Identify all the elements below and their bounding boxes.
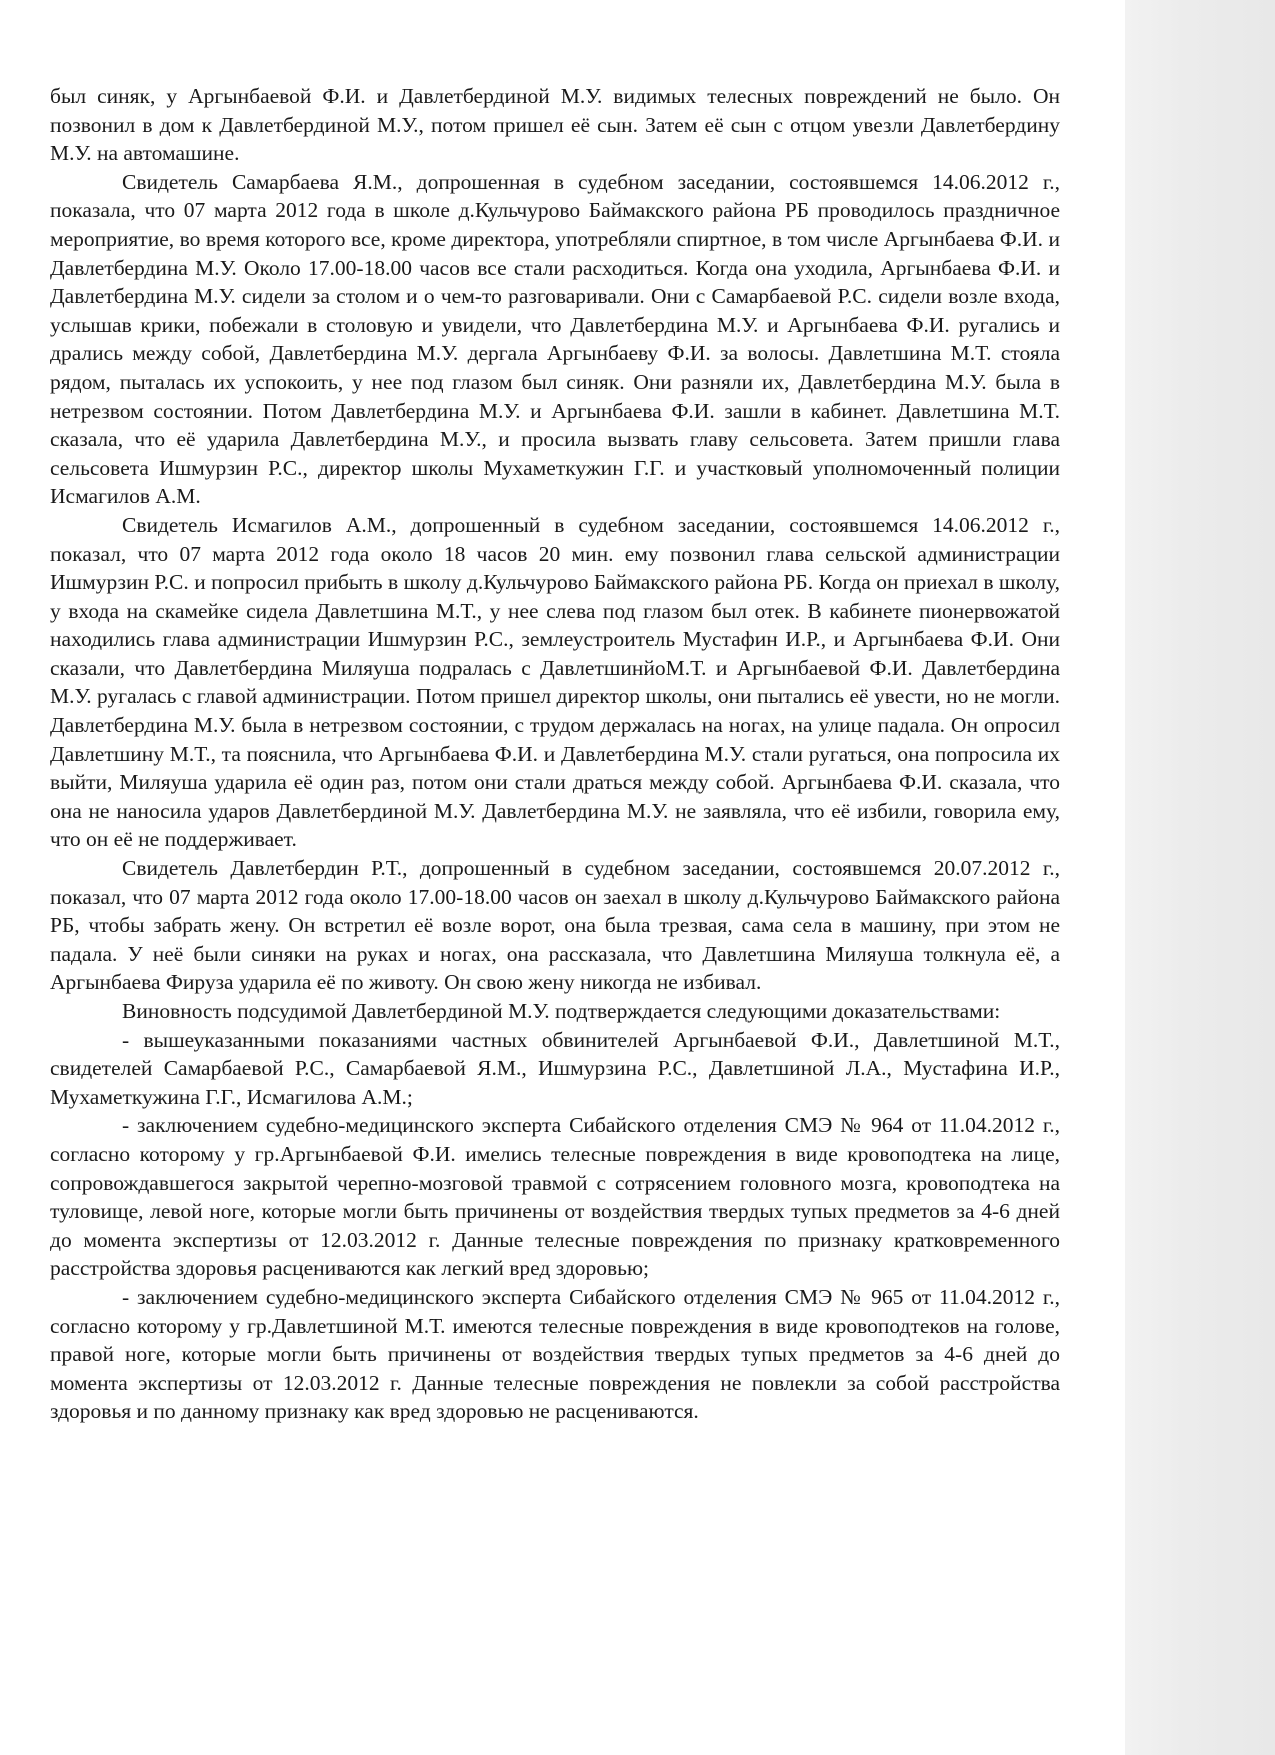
paragraph-continuation: был синяк, у Аргынбаевой Ф.И. и Давлетбердиной М.У. видимых телесных повреждений не было. Он позвонил в дом к Давлетбердиной М.У., потом пришел её сын. Затем её сын с отцом увезли Давлетбердину М.У. на автомашине.	[50, 84, 1060, 166]
paragraph-guilt-intro: Виновность подсудимой Давлетбердиной М.У. подтверждается следующими доказательствами:	[122, 999, 1001, 1023]
evidence-item-testimonies: - вышеуказанными показаниями частных обвинителей Аргынбаевой Ф.И., Давлетшиной М.Т., свидетелей Самарбаевой Р.С., Самарбаевой Я.М., Ишмурзина Р.С., Давлетшиной Л.А., Мустафина И.Р., Мухаметкужина Г.Г., Исмагилова А.М.;	[50, 1027, 1060, 1109]
evidence-item-expert-965: - заключением судебно-медицинского эксперта Сибайского отделения СМЭ № 965 от 11.04.2012 г., согласно которому у гр.Давлетшиной М.Т. имеются телесные повреждения в виде кровоподтеков на голове, правой ноге, которые могли быть причинены от воздействия твердых тупых предметов за 4-6 дней до момента экспертизы от 12.03.2012 г. Данные телесные повреждения не повлекли за собой расстройства здоровья и по данному признаку как вред здоровью не расцениваются.	[50, 1284, 1060, 1424]
scan-edge-shadow	[1125, 0, 1275, 1755]
paragraph-witness-samarbaeva: Свидетель Самарбаева Я.М., допрошенная в судебном заседании, состоявшемся 14.06.2012 г., показала, что 07 марта 2012 года в школе д.Кульчурово Баймакского района РБ проводилось праздничное мероприятие, во время которого все, кроме директора, употребляли спиртное, в том числе Аргынбаева Ф.И. и Давлетбердина М.У. Около 17.00-18.00 часов все стали расходиться. Когда она уходила, Аргынбаева Ф.И. и Давлетбердина М.У. сидели за столом и о чем-то разговаривали. Они с Самарбаевой Р.С. сидели возле входа, услышав крики, побежали в столовую и увидели, что Давлетбердина М.У. и Аргынбаева Ф.И. ругались и дрались между собой, Давлетбердина М.У. дергала Аргынбаеву Ф.И. за волосы. Давлетшина М.Т. стояла рядом, пыталась их успокоить, у нее под глазом был синяк. Они разняли их, Давлетбердина М.У. была в нетрезвом состоянии. Потом Давлетбердина М.У. и Аргынбаева Ф.И. зашли в кабинет. Давлетшина М.Т. сказала, что её ударила Давлетбердина М.У., и просила вызвать главу сельсовета. Затем пришли глава сельсовета Ишмурзин Р.С., директор школы Мухаметкужин Г.Г. и участковый уполномоченный полиции Исмагилов А.М.	[50, 169, 1060, 509]
paragraph-witness-davletberdin: Свидетель Давлетбердин Р.Т., допрошенный в судебном заседании, состоявшемся 20.07.2012 г., показал, что 07 марта 2012 года около 17.00-18.00 часов он заехал в школу д.Кульчурово Баймакского района РБ, чтобы забрать жену. Он встретил её возле ворот, она была трезвая, сама села в машину, при этом не падала. У неё были синяки на руках и ногах, она рассказала, что Давлетшина Миляуша толкнула её, а Аргынбаева Фируза ударила её по животу. Он свою жену никогда не избивал.	[50, 856, 1060, 995]
paragraph-witness-ismagilov: Свидетель Исмагилов А.М., допрошенный в судебном заседании, состоявшемся 14.06.2012 г., показал, что 07 марта 2012 года около 18 часов 20 мин. ему позвонил глава сельской администрации Ишмурзин Р.С. и попросил прибыть в школу д.Кульчурово Баймакского района РБ. Когда он приехал в школу, у входа на скамейке сидела Давлетшина М.Т., у нее слева под глазом был отек. В кабинете пионервожатой находились глава администрации Ишмурзин Р.С., землеустроитель Мустафин И.Р., и Аргынбаева Ф.И. Они сказали, что Давлетбердина Миляуша подралась с ДавлетшинйоМ.Т. и Аргынбаевой Ф.И. Давлетбердина М.У. ругалась с главой администрации. Потом пришел директор школы, они пытались её увести, но не могли. Давлетбердина М.У. была в нетрезвом состоянии, с трудом держалась на ногах, на улице падала. Он опросил Давлетшину М.Т., та пояснила, что Аргынбаева Ф.И. и Давлетбердина М.У. стали ругаться, она попросила их выйти, Миляуша ударила её один раз, потом они стали драться между собой. Аргынбаева Ф.И. сказала, что она не наносила ударов Давлетбердиной М.У. Давлетбердина М.У. не заявляла, что её избили, говорила ему, что он её не поддерживает.	[50, 512, 1060, 852]
document-body	[50, 82, 1060, 1426]
evidence-item-expert-964: - заключением судебно-медицинского эксперта Сибайского отделения СМЭ № 964 от 11.04.2012 г., согласно которому у гр.Аргынбаевой Ф.И. имелись телесные повреждения в виде кровоподтека на лице, сопровождавшегося закрытой черепно-мозговой травмой с сотрясением головного мозга, кровоподтека на туловище, левой ноге, которые могли быть причинены от воздействия твердых тупых предметов за 4-6 дней до момента экспертизы от 12.03.2012 г. Данные телесные повреждения по признаку кратковременного расстройства здоровья расцениваются как легкий вред здоровью;	[50, 1113, 1060, 1281]
